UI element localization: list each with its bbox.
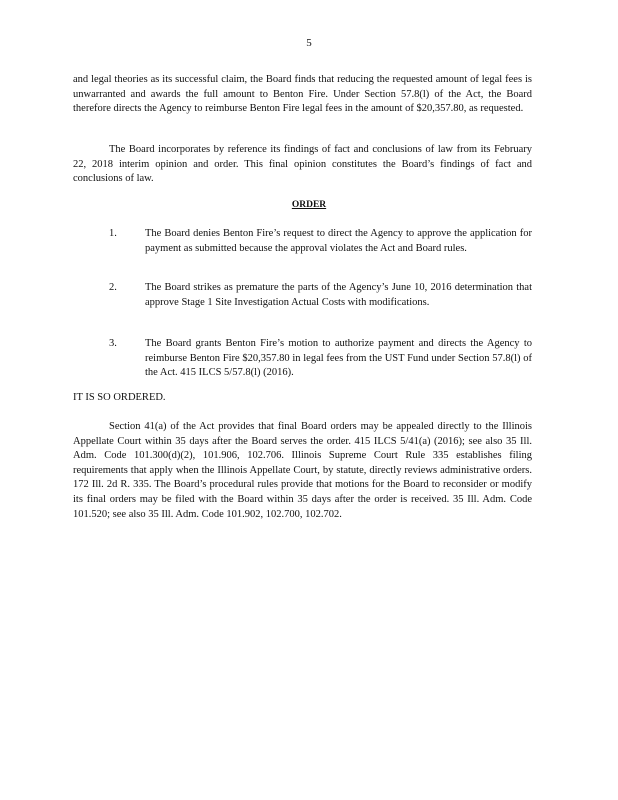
order-item-number: 3. <box>109 338 117 349</box>
page-number: 5 <box>306 37 312 49</box>
paragraph-incorporation: The Board incorporates by reference its findings of fact and conclusions of law from its February 22, 2018 interim opinion and order. This final opinion constitutes the Board’s findings of fact and conclusions of law. <box>73 144 532 185</box>
order-item-text: The Board grants Benton Fire’s motion to authorize payment and directs the Agency to reimburse Benton Fire $20,357.80 in legal fees from the UST Fund under Section 57.8(l) of the Act. 415 ILCS 5/57.8(l) (2016). <box>145 338 532 379</box>
order-item-text: The Board strikes as premature the parts of the Agency’s June 10, 2016 determination that approve Stage 1 Site Investigation Actual Costs with modifications. <box>145 282 532 308</box>
paragraph-legal-fees: and legal theories as its successful claim, the Board finds that reducing the requested amount of legal fees is unwarranted and awards the full amount to Benton Fire. Under Section 57.8(l) of the Act, the Board therefore directs the Agency to reimburse Benton Fire legal fees in the amount of $20,357.80, as requested. <box>73 74 532 115</box>
paragraph-appeal-rights: Section 41(a) of the Act provides that final Board orders may be appealed directly to the Illinois Appellate Court within 35 days after the Board serves the order. 415 ILCS 5/41(a) (2016); see also 35 Ill. Adm. Code 101.300(d)(2), 101.906, 102.706. Illinois Supreme Court Rule 335 establishes filing requirements that apply when the Illinois Appellate Court, by statute, directly reviews administrative orders. 172 Ill. 2d R. 335. The Board’s procedural rules provide that motions for the Board to reconsider or modify its final orders may be filed with the Board within 35 days after the order is received. 35 Ill. Adm. Code 101.520; see also 35 Ill. Adm. Code 101.902, 102.700, 102.702. <box>73 421 532 520</box>
order-heading <box>0 200 618 210</box>
so-ordered-line: IT IS SO ORDERED. <box>73 392 166 403</box>
order-item-number: 1. <box>109 228 117 239</box>
order-item-text: The Board denies Benton Fire’s request to direct the Agency to approve the application for payment as submitted because the approval violates the Act and Board rules. <box>145 228 532 254</box>
order-heading-text: ORDER <box>291 200 327 210</box>
order-item-number: 2. <box>109 282 117 293</box>
